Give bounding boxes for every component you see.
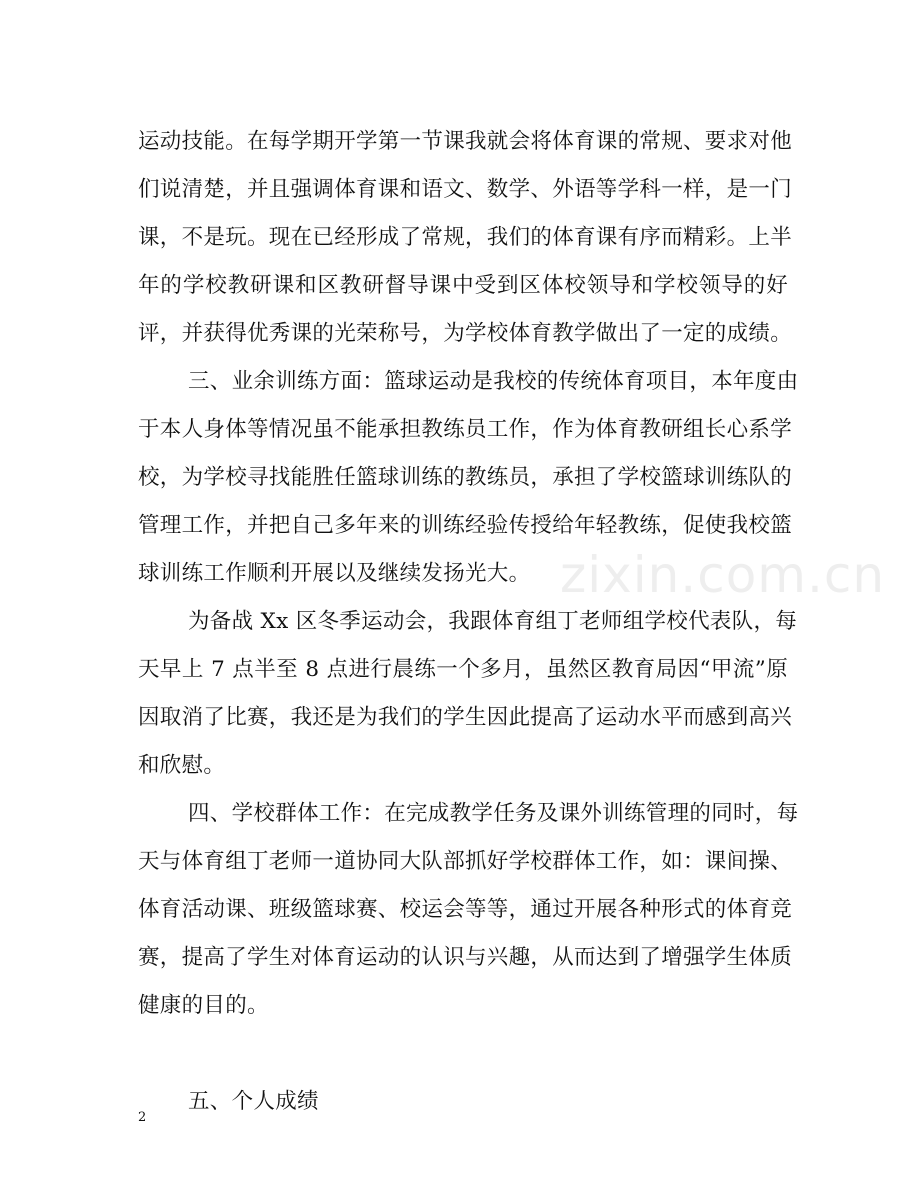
text-line: 课，不是玩。现在已经形成了常规，我们的体育课有序而精彩。上半 (138, 225, 793, 250)
body-text (138, 118, 799, 1126)
text-line: 球训练工作顺利开展以及继续发扬光大。 (138, 561, 531, 586)
text-line: 四、学校群体工作：在完成教学任务及课外训练管理的同时，每 (188, 801, 799, 826)
text-line: 因取消了比赛，我还是为我们的学生因此提高了运动水平而感到高兴 (138, 705, 793, 730)
text-line: 为备战 Xx 区冬季运动会，我跟体育组丁老师组学校代表队，每 (188, 609, 798, 634)
text-line: 年的学校教研课和区教研督导课中受到区体校领导和学校领导的好 (138, 273, 788, 298)
text-line: 管理工作，并把自己多年来的训练经验传授给年轻教练，促使我校篮 (138, 513, 793, 538)
page-number: 2 (138, 1110, 147, 1125)
section-heading: 五、个人成绩 (188, 1089, 319, 1114)
text-line: 于本人身体等情况虽不能承担教练员工作，作为体育教研组长心系学 (138, 417, 793, 442)
text-line: 运动技能。在每学期开学第一节课我就会将体育课的常规、要求对他 (138, 129, 793, 154)
text-line: 和欣慰。 (138, 753, 226, 778)
text-line: 赛，提高了学生对体育运动的认识与兴趣，从而达到了增强学生体质 (138, 945, 793, 970)
watermark-text: zixin.com.cn (560, 546, 886, 604)
text-line: 天早上 7 点半至 8 点进行晨练一个多月，虽然区教育局因“甲流”原 (138, 657, 788, 682)
text-line: 健康的目的。 (138, 993, 269, 1018)
text-line: 评，并获得优秀课的光荣称号，为学校体育教学做出了一定的成绩。 (138, 321, 793, 346)
text-line: 三、业余训练方面：篮球运动是我校的传统体育项目，本年度由 (188, 369, 799, 394)
text-line: 天与体育组丁老师一道协同大队部抓好学校群体工作，如：课间操、 (138, 849, 793, 874)
text-line: 们说清楚，并且强调体育课和语文、数学、外语等学科一样，是一门 (138, 177, 793, 202)
text-line: 校，为学校寻找能胜任篮球训练的教练员，承担了学校篮球训练队的 (138, 465, 793, 490)
text-line: 体育活动课、班级篮球赛、校运会等等，通过开展各种形式的体育竞 (138, 897, 793, 922)
spacer (138, 1030, 788, 1078)
